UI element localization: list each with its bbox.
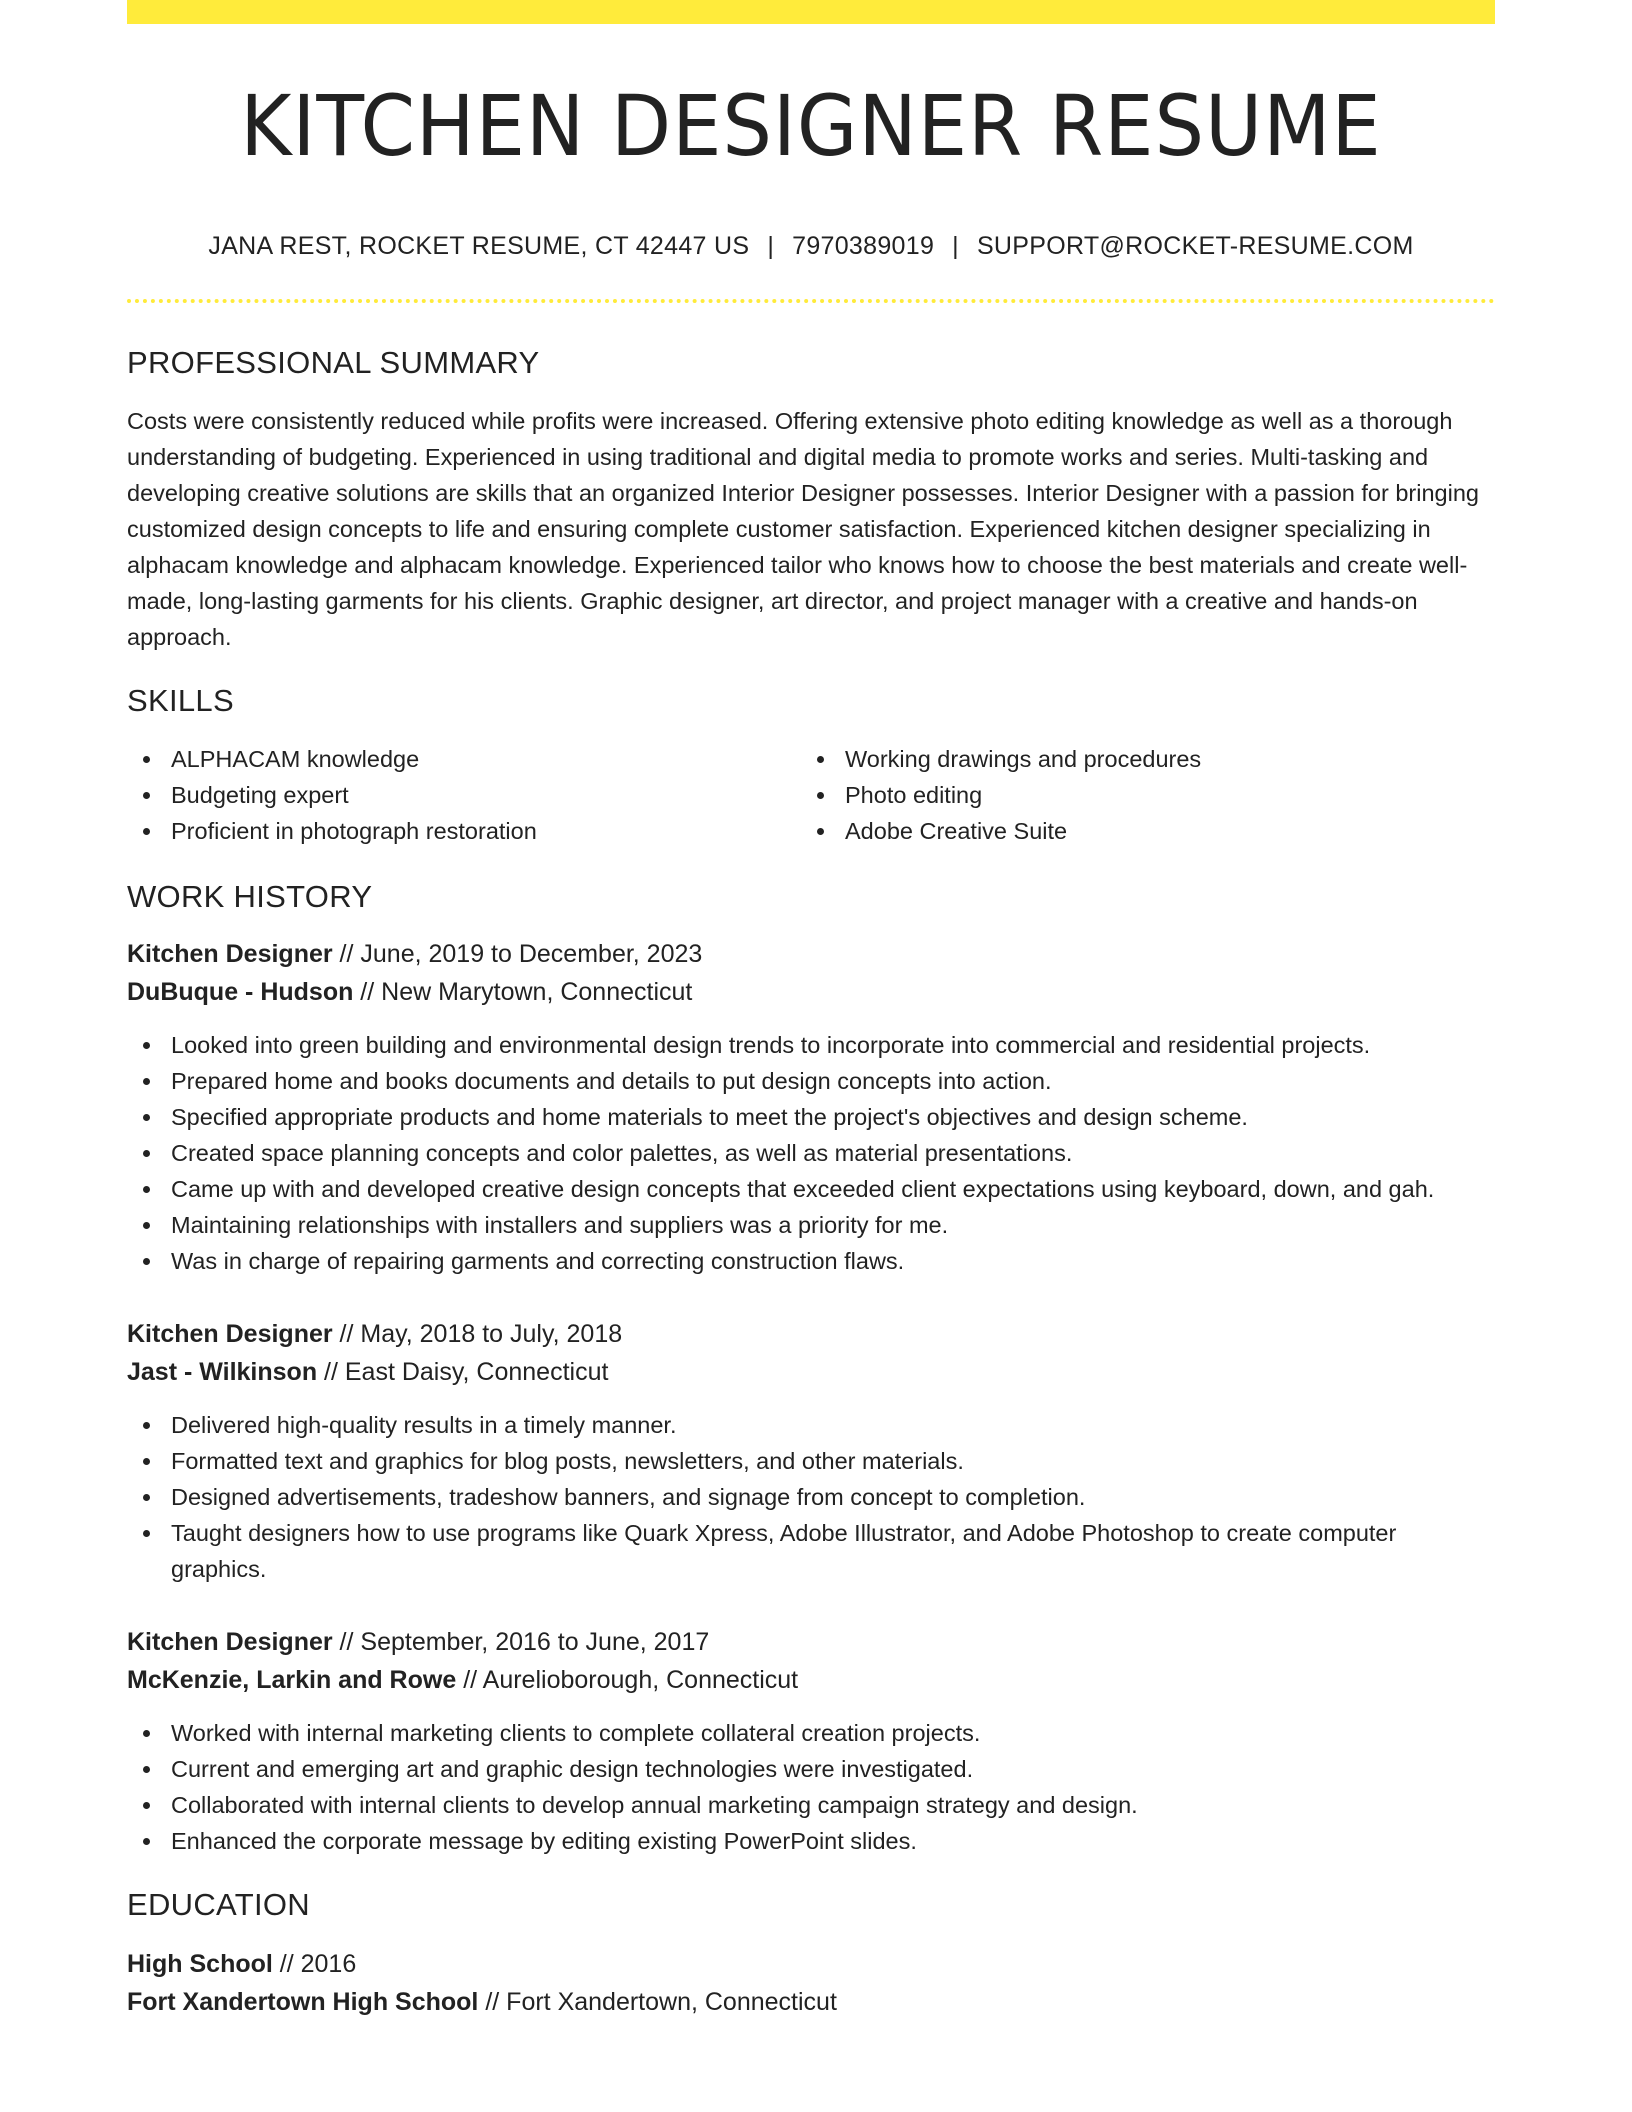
- summary-heading: PROFESSIONAL SUMMARY: [127, 345, 540, 380]
- skills-grid: [127, 741, 1495, 849]
- work-history-heading: WORK HISTORY: [127, 879, 373, 914]
- education-school-line: [127, 1983, 1495, 2021]
- job-location: // New Marytown, Connecticut: [353, 978, 693, 1006]
- skill-item: Working drawings and procedures: [801, 741, 1495, 777]
- job-title: Kitchen Designer: [127, 1628, 333, 1656]
- job-company-line: [127, 973, 1495, 1011]
- job-dates: // June, 2019 to December, 2023: [332, 940, 703, 968]
- education-location: // Fort Xandertown, Connecticut: [478, 1988, 837, 2016]
- job-bullet: Prepared home and books documents and details to put design concepts into action.: [127, 1063, 1495, 1099]
- resume-page: [127, 0, 1495, 2021]
- summary-text: Costs were consistently reduced while profits were increased. Offering extensive photo editing knowledge as well as a thorough understanding of budgeting. Experienced in using traditional and digital media to promote works and series. Multi-tasking and developing creative solutions are skills that an organized Interior Designer possesses. Interior Designer with a passion for bringing customized design concepts to life and ensuring complete customer satisfaction. Experienced kitchen designer specializing in alphacam knowledge and alphacam knowledge. Experienced tailor who knows how to choose the best materials and create well-made, long-lasting garments for his clients. Graphic designer, art director, and project manager with a creative and hands-on approach.: [127, 408, 1479, 650]
- job-bullet: Was in charge of repairing garments and correcting construction flaws.: [127, 1243, 1495, 1279]
- job-bullet: Specified appropriate products and home materials to meet the project's objectives and design scheme.: [127, 1099, 1495, 1135]
- education-school: Fort Xandertown High School: [127, 1988, 479, 2016]
- job-entry: [127, 1623, 1495, 1859]
- contact-email: SUPPORT@ROCKET-RESUME.COM: [976, 232, 1414, 260]
- skill-item: Budgeting expert: [127, 777, 801, 813]
- job-dates: // September, 2016 to June, 2017: [332, 1628, 710, 1656]
- job-bullet: Collaborated with internal clients to develop annual marketing campaign strategy and design.: [127, 1787, 1495, 1823]
- job-location: // East Daisy, Connecticut: [317, 1358, 609, 1386]
- contact-separator: |: [952, 232, 959, 260]
- job-dates: // May, 2018 to July, 2018: [332, 1320, 623, 1348]
- job-bullet: Came up with and developed creative design concepts that exceeded client expectations using keyboard, down, and gah.: [127, 1171, 1495, 1207]
- dotted-divider: [127, 299, 1495, 303]
- job-entry: [127, 935, 1495, 1279]
- skill-item: Photo editing: [801, 777, 1495, 813]
- skill-item: Adobe Creative Suite: [801, 813, 1495, 849]
- skill-item: ALPHACAM knowledge: [127, 741, 801, 777]
- job-company: DuBuque - Hudson: [127, 978, 354, 1006]
- skills-list-left: [127, 741, 801, 849]
- job-bullet: Designed advertisements, tradeshow banners, and signage from concept to completion.: [127, 1479, 1495, 1515]
- job-bullet: Enhanced the corporate message by editing existing PowerPoint slides.: [127, 1823, 1495, 1859]
- job-company-line: [127, 1661, 1495, 1699]
- job-company-line: [127, 1353, 1495, 1391]
- contact-phone: 7970389019: [792, 232, 935, 260]
- skills-heading: SKILLS: [127, 683, 234, 718]
- contact-separator: |: [767, 232, 775, 260]
- job-bullets: [127, 1715, 1495, 1859]
- job-location: // Aurelioborough, Connecticut: [456, 1666, 799, 1694]
- job-title-line: [127, 1315, 1495, 1353]
- job-company: McKenzie, Larkin and Rowe: [127, 1666, 457, 1694]
- job-bullets: [127, 1027, 1495, 1279]
- job-company: Jast - Wilkinson: [127, 1358, 318, 1386]
- job-bullet: Created space planning concepts and color palettes, as well as material presentations.: [127, 1135, 1495, 1171]
- skill-item: Proficient in photograph restoration: [127, 813, 801, 849]
- job-title: Kitchen Designer: [127, 1320, 333, 1348]
- job-bullet: Current and emerging art and graphic design technologies were investigated.: [127, 1751, 1495, 1787]
- job-bullet: Delivered high-quality results in a timely manner.: [127, 1407, 1495, 1443]
- accent-top-bar: [127, 0, 1495, 24]
- contact-address: JANA REST, ROCKET RESUME, CT 42447 US: [208, 232, 750, 260]
- job-entry: [127, 1315, 1495, 1587]
- education-degree-line: [127, 1945, 1495, 1983]
- education-degree: High School: [127, 1950, 273, 1978]
- job-bullet: Formatted text and graphics for blog posts, newsletters, and other materials.: [127, 1443, 1495, 1479]
- education-year: // 2016: [272, 1950, 357, 1978]
- job-title-line: [127, 935, 1495, 973]
- job-bullet: Taught designers how to use programs like Quark Xpress, Adobe Illustrator, and Adobe Photoshop to create computer graphics.: [127, 1515, 1495, 1587]
- education-heading: EDUCATION: [127, 1887, 310, 1922]
- job-bullet: Worked with internal marketing clients to complete collateral creation projects.: [127, 1715, 1495, 1751]
- job-bullet: Looked into green building and environmental design trends to incorporate into commercial and residential projects.: [127, 1027, 1495, 1063]
- job-title-line: [127, 1623, 1495, 1661]
- job-title: Kitchen Designer: [127, 940, 333, 968]
- job-bullets: [127, 1407, 1495, 1587]
- job-bullet: Maintaining relationships with installers and suppliers was a priority for me.: [127, 1207, 1495, 1243]
- skills-list-right: [801, 741, 1495, 849]
- education-entry: [127, 1945, 1495, 2021]
- contact-line: [127, 232, 1495, 261]
- resume-title: KITCHEN DESIGNER RESUME: [240, 77, 1382, 175]
